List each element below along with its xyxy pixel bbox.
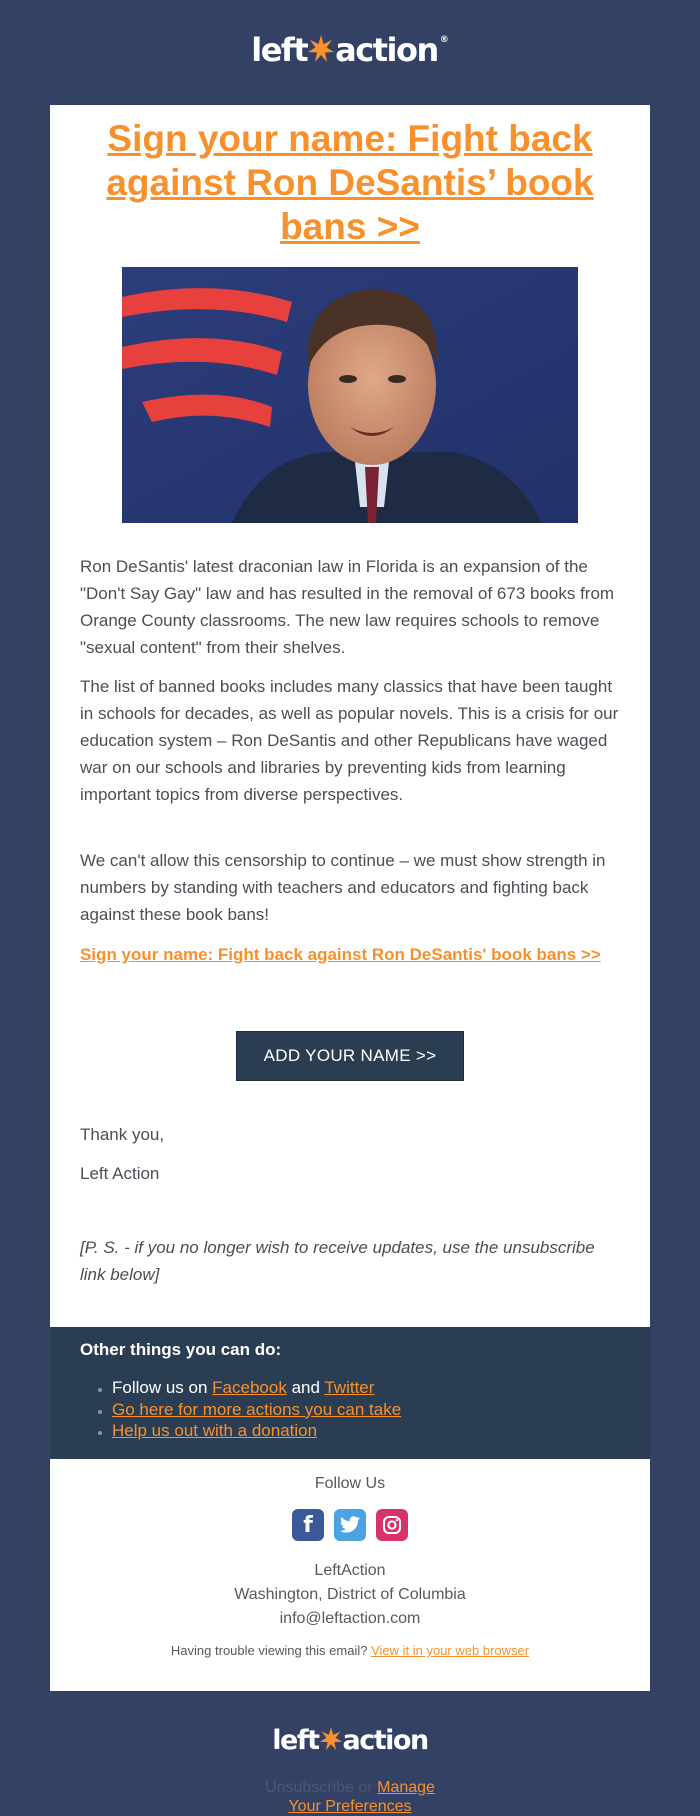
headline-link[interactable]: Sign your name: Fight back against Ron DeSantis’ book bans >> bbox=[106, 118, 594, 247]
list-item bbox=[112, 1399, 620, 1421]
list-item: • Follow us on Facebook and Twitter bbox=[112, 1377, 620, 1399]
donation-link[interactable]: Help us out with a donation bbox=[112, 1421, 318, 1440]
email-footer bbox=[50, 1459, 650, 1691]
trouble-viewing-text: Having trouble viewing this email? View it in your web browser bbox=[170, 1643, 530, 1658]
unsubscribe-line: Unsubscribe or Manage Your Preferences bbox=[265, 1779, 435, 1815]
actions-list bbox=[112, 1377, 620, 1442]
signoff-text: Left Action bbox=[80, 1164, 160, 1183]
preferences-link[interactable]: Your Preferences bbox=[288, 1798, 412, 1815]
org-email: info@leftaction.com bbox=[279, 1610, 421, 1627]
body-paragraph-1: Ron DeSantis' latest draconian law in Florida is an expansion of the "Don't Say Gay" law and has resulted in the removal of 673 books from Orange County classrooms. The new law requires schools to remove "sexual content" from their shelves. bbox=[80, 557, 615, 657]
org-location: Washington, District of Columbia bbox=[234, 1586, 466, 1603]
twitter-icon[interactable] bbox=[334, 1509, 366, 1541]
thank-you-text: Thank you, bbox=[80, 1125, 165, 1144]
other-actions-panel bbox=[50, 1327, 650, 1459]
unsubscribe-link[interactable]: Unsubscribe bbox=[265, 1779, 354, 1796]
facebook-icon[interactable]: f bbox=[292, 1509, 324, 1541]
desantis-photo bbox=[122, 267, 578, 523]
hero-image bbox=[122, 267, 578, 523]
email-card bbox=[50, 105, 650, 1327]
add-your-name-button[interactable]: ADD YOUR NAME >> bbox=[236, 1031, 464, 1081]
org-name: LeftAction bbox=[314, 1562, 386, 1579]
twitter-link[interactable]: Twitter bbox=[324, 1378, 375, 1397]
ps-note: [P. S. - if you no longer wish to receive updates, use the unsubscribe link below] bbox=[80, 1238, 595, 1284]
facebook-link[interactable]: Facebook bbox=[212, 1378, 287, 1397]
sunburst-icon bbox=[308, 35, 334, 65]
actions-title: Other things you can do: bbox=[80, 1340, 282, 1359]
sunburst-icon bbox=[320, 1727, 342, 1753]
social-icons bbox=[50, 1509, 650, 1541]
manage-link[interactable]: Manage bbox=[377, 1779, 435, 1796]
more-actions-link[interactable]: Go here for more actions you can take bbox=[112, 1399, 402, 1419]
body-paragraph-2: The list of banned books includes many classics that have been taught in schools for decades, as well as popular novels. This is a crisis for our education system – Ron DeSantis and other Republicans have waged war on our schools and libraries by preventing kids from learning important topics from diverse perspectives. bbox=[80, 677, 619, 804]
view-in-browser-link[interactable]: View it in your web browser bbox=[371, 1643, 530, 1658]
leftaction-footer-logo: left action bbox=[272, 1724, 428, 1756]
list-item bbox=[112, 1420, 620, 1442]
sign-name-link[interactable]: Sign your name: Fight back against Ron DeSantis' book bans >> bbox=[80, 945, 601, 964]
body-paragraph-3: We can't allow this censorship to continue – we must show strength in numbers by standing with teachers and educators and fighting back against these book bans! bbox=[80, 851, 606, 924]
instagram-icon[interactable] bbox=[376, 1509, 408, 1541]
leftaction-logo: left action ® bbox=[251, 31, 449, 69]
follow-us-label: Follow Us bbox=[314, 1475, 386, 1492]
